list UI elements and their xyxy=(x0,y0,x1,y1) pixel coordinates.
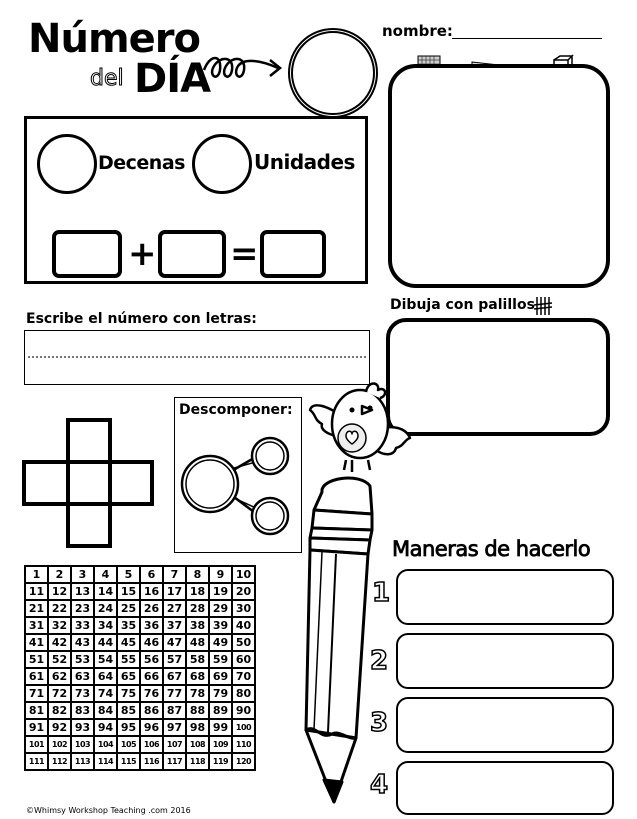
title-del: del xyxy=(90,66,124,91)
chart-cell: 59 xyxy=(209,651,232,668)
addend-box-2[interactable] xyxy=(158,230,226,278)
chart-cell: 116 xyxy=(140,753,163,770)
chart-cell: 46 xyxy=(140,634,163,651)
name-label: nombre: xyxy=(382,22,453,40)
chart-cell: 85 xyxy=(117,702,140,719)
chart-cell: 38 xyxy=(186,617,209,634)
chart-cell: 73 xyxy=(71,685,94,702)
chart-cell: 60 xyxy=(232,651,255,668)
chart-row xyxy=(25,566,255,583)
tens-label: Decenas xyxy=(98,152,185,174)
chart-cell: 100 xyxy=(232,719,255,736)
chart-cell: 118 xyxy=(186,753,209,770)
chart-cell: 67 xyxy=(163,668,186,685)
chart-cell: 86 xyxy=(140,702,163,719)
chart-cell: 80 xyxy=(232,685,255,702)
chart-cell: 28 xyxy=(186,600,209,617)
sum-box[interactable] xyxy=(260,230,326,278)
chart-row xyxy=(25,634,255,651)
chart-cell: 22 xyxy=(48,600,71,617)
swirl-arrow-icon xyxy=(200,50,288,90)
chart-cell: 61 xyxy=(25,668,48,685)
chart-cell: 41 xyxy=(25,634,48,651)
chart-cell: 36 xyxy=(140,617,163,634)
chart-cell: 77 xyxy=(163,685,186,702)
chart-cell: 63 xyxy=(71,668,94,685)
chart-cell: 47 xyxy=(163,634,186,651)
chart-cell: 89 xyxy=(209,702,232,719)
chart-cell: 15 xyxy=(117,583,140,600)
chart-row xyxy=(25,617,255,634)
chart-cell: 12 xyxy=(48,583,71,600)
pencil-icon xyxy=(296,462,384,814)
chart-cell: 52 xyxy=(48,651,71,668)
number-bond-diagram[interactable] xyxy=(178,428,296,548)
chart-cell: 99 xyxy=(209,719,232,736)
chart-cell: 113 xyxy=(71,753,94,770)
chart-cell: 112 xyxy=(48,753,71,770)
chart-cell: 117 xyxy=(163,753,186,770)
chart-cell: 84 xyxy=(94,702,117,719)
chart-row xyxy=(25,719,255,736)
hundreds-chart xyxy=(24,565,256,771)
name-line[interactable] xyxy=(452,38,602,39)
chart-cell: 35 xyxy=(117,617,140,634)
chart-cell: 10 xyxy=(232,566,255,583)
way-number-1: 1 xyxy=(372,578,391,608)
chart-cell: 5 xyxy=(117,566,140,583)
chart-cell: 4 xyxy=(94,566,117,583)
chart-cell: 97 xyxy=(163,719,186,736)
decompose-label: Descomponer: xyxy=(179,402,293,418)
chart-cell: 107 xyxy=(163,736,186,753)
chart-cell: 25 xyxy=(117,600,140,617)
chart-cell: 43 xyxy=(71,634,94,651)
chart-cell: 20 xyxy=(232,583,255,600)
chart-cell: 114 xyxy=(94,753,117,770)
chart-cell: 49 xyxy=(209,634,232,651)
chart-cell: 57 xyxy=(163,651,186,668)
chart-cell: 11 xyxy=(25,583,48,600)
chart-cell: 76 xyxy=(140,685,163,702)
chart-cell: 33 xyxy=(71,617,94,634)
chart-cell: 82 xyxy=(48,702,71,719)
chart-cell: 48 xyxy=(186,634,209,651)
way-box-2[interactable] xyxy=(396,633,614,689)
sticks-drawing-box[interactable] xyxy=(386,318,610,436)
chart-cell: 44 xyxy=(94,634,117,651)
chart-cell: 115 xyxy=(117,753,140,770)
chart-cell: 13 xyxy=(71,583,94,600)
chart-cell: 31 xyxy=(25,617,48,634)
chart-cell: 26 xyxy=(140,600,163,617)
chart-cell: 1 xyxy=(25,566,48,583)
chart-cell: 75 xyxy=(117,685,140,702)
chart-cell: 19 xyxy=(209,583,232,600)
chart-cell: 39 xyxy=(209,617,232,634)
chart-cell: 9 xyxy=(209,566,232,583)
chart-cell: 90 xyxy=(232,702,255,719)
chart-cell: 30 xyxy=(232,600,255,617)
chart-cell: 101 xyxy=(25,736,48,753)
tally-sticks-icon xyxy=(533,296,553,316)
way-box-3[interactable] xyxy=(396,697,614,753)
chart-cell: 102 xyxy=(48,736,71,753)
chart-cell: 65 xyxy=(117,668,140,685)
chart-cell: 42 xyxy=(48,634,71,651)
way-number-2: 2 xyxy=(370,646,389,676)
chart-cell: 45 xyxy=(117,634,140,651)
chart-cell: 64 xyxy=(94,668,117,685)
chart-cell: 29 xyxy=(209,600,232,617)
chart-cell: 70 xyxy=(232,668,255,685)
chart-cell: 62 xyxy=(48,668,71,685)
way-number-3: 3 xyxy=(370,708,389,738)
drawing-box[interactable] xyxy=(388,64,610,288)
chart-cell: 7 xyxy=(163,566,186,583)
chart-cell: 27 xyxy=(163,600,186,617)
chart-cell: 72 xyxy=(48,685,71,702)
chart-cell: 34 xyxy=(94,617,117,634)
chart-cell: 68 xyxy=(186,668,209,685)
chart-cell: 92 xyxy=(48,719,71,736)
ways-label: Maneras de hacerlo xyxy=(392,537,591,561)
chart-cell: 78 xyxy=(186,685,209,702)
way-box-4[interactable] xyxy=(396,761,614,815)
chart-cell: 108 xyxy=(186,736,209,753)
chart-cell: 37 xyxy=(163,617,186,634)
chart-cell: 119 xyxy=(209,753,232,770)
equals-sign: = xyxy=(230,234,259,274)
chart-cell: 16 xyxy=(140,583,163,600)
chart-row xyxy=(25,753,255,770)
chart-cell: 110 xyxy=(232,736,255,753)
chart-cell: 88 xyxy=(186,702,209,719)
copyright-text: ©Whimsy Workshop Teaching .com 2016 xyxy=(26,806,191,815)
chart-cell: 93 xyxy=(71,719,94,736)
chart-cell: 58 xyxy=(186,651,209,668)
tens-circle[interactable] xyxy=(37,134,97,194)
plus-grid[interactable] xyxy=(22,418,154,550)
ones-circle[interactable] xyxy=(192,134,252,194)
chart-cell: 17 xyxy=(163,583,186,600)
chart-cell: 109 xyxy=(209,736,232,753)
chart-cell: 24 xyxy=(94,600,117,617)
chart-cell: 111 xyxy=(25,753,48,770)
chart-cell: 71 xyxy=(25,685,48,702)
write-label: Escribe el número con letras: xyxy=(26,311,257,327)
chart-cell: 3 xyxy=(71,566,94,583)
chart-cell: 81 xyxy=(25,702,48,719)
title-numero: Número xyxy=(28,16,200,62)
chart-cell: 53 xyxy=(71,651,94,668)
chart-cell: 87 xyxy=(163,702,186,719)
chart-cell: 40 xyxy=(232,617,255,634)
chart-cell: 55 xyxy=(117,651,140,668)
number-of-day-circle[interactable] xyxy=(288,28,378,118)
way-box-1[interactable] xyxy=(396,569,614,625)
chart-row xyxy=(25,583,255,600)
ones-label: Unidades xyxy=(254,150,355,174)
chart-cell: 6 xyxy=(140,566,163,583)
chart-cell: 96 xyxy=(140,719,163,736)
chart-cell: 66 xyxy=(140,668,163,685)
chart-cell: 21 xyxy=(25,600,48,617)
chart-cell: 8 xyxy=(186,566,209,583)
chart-cell: 18 xyxy=(186,583,209,600)
chart-row xyxy=(25,736,255,753)
chart-cell: 54 xyxy=(94,651,117,668)
chart-row xyxy=(25,668,255,685)
chart-cell: 91 xyxy=(25,719,48,736)
draw-label: Dibuja con palillos xyxy=(390,297,535,313)
chart-cell: 106 xyxy=(140,736,163,753)
chart-cell: 51 xyxy=(25,651,48,668)
way-number-4: 4 xyxy=(370,770,389,800)
title-dia: DÍA xyxy=(134,56,211,102)
plus-sign: + xyxy=(128,234,157,274)
chart-cell: 50 xyxy=(232,634,255,651)
chart-row xyxy=(25,702,255,719)
chart-cell: 56 xyxy=(140,651,163,668)
chart-cell: 98 xyxy=(186,719,209,736)
chart-cell: 23 xyxy=(71,600,94,617)
chart-cell: 103 xyxy=(71,736,94,753)
chart-cell: 105 xyxy=(117,736,140,753)
chart-cell: 94 xyxy=(94,719,117,736)
chart-row xyxy=(25,651,255,668)
addend-box-1[interactable] xyxy=(52,230,122,278)
chart-cell: 2 xyxy=(48,566,71,583)
write-dotted-line xyxy=(28,356,366,358)
chart-cell: 69 xyxy=(209,668,232,685)
chart-cell: 120 xyxy=(232,753,255,770)
chart-cell: 104 xyxy=(94,736,117,753)
chart-cell: 79 xyxy=(209,685,232,702)
chart-cell: 74 xyxy=(94,685,117,702)
chart-cell: 83 xyxy=(71,702,94,719)
chart-row xyxy=(25,685,255,702)
chart-row xyxy=(25,600,255,617)
chart-cell: 32 xyxy=(48,617,71,634)
chart-cell: 14 xyxy=(94,583,117,600)
chart-cell: 95 xyxy=(117,719,140,736)
